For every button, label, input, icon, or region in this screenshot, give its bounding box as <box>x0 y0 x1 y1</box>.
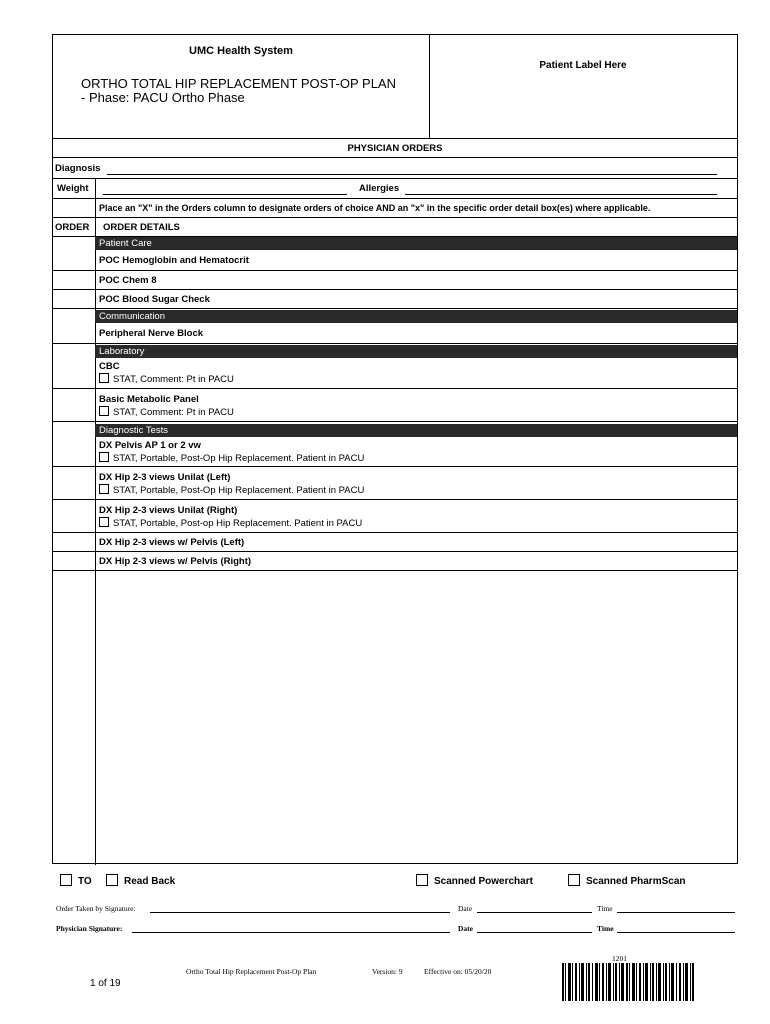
order-cbc[interactable]: CBC <box>99 361 120 372</box>
checkbox[interactable] <box>99 517 109 527</box>
page-number: 1 of 19 <box>90 978 121 989</box>
plan-title: ORTHO TOTAL HIP REPLACEMENT POST-OP PLAN <box>81 76 396 91</box>
physician-date-line[interactable] <box>477 932 592 933</box>
section-diagnostic-tests: Diagnostic Tests <box>95 424 737 437</box>
section-communication: Communication <box>95 310 737 323</box>
order-peripheral-nerve-block[interactable]: Peripheral Nerve Block <box>99 328 204 339</box>
physician-signature-line[interactable] <box>132 932 450 933</box>
physician-orders-heading: PHYSICIAN ORDERS <box>347 143 443 154</box>
section-laboratory: Laboratory <box>95 345 737 358</box>
cbc-detail: STAT, Comment: Pt in PACU <box>113 374 234 385</box>
scanned-powerchart-label: Scanned Powerchart <box>434 876 533 887</box>
order-taken-date-label: Date <box>458 904 473 913</box>
physician-time-label: Time <box>597 924 614 933</box>
dx-hip-right-detail: STAT, Portable, Post-op Hip Replacement. Patient in PACU <box>113 518 363 529</box>
checkbox[interactable] <box>99 484 109 494</box>
order-poc-hemoglobin[interactable]: POC Hemoglobin and Hematocrit <box>99 255 249 266</box>
order-dx-hip-pelvis-left[interactable]: DX Hip 2-3 views w/ Pelvis (Left) <box>99 537 245 548</box>
dx-hip-left-detail: STAT, Portable, Post-Op Hip Replacement. Patient in PACU <box>113 485 365 496</box>
order-details-column-header: ORDER DETAILS <box>103 222 180 233</box>
diagnosis-field[interactable] <box>107 174 717 175</box>
order-taken-label: Order Taken by Signature: <box>56 904 136 913</box>
checkbox[interactable] <box>416 874 428 886</box>
order-dx-pelvis[interactable]: DX Pelvis AP 1 or 2 vw <box>99 440 201 451</box>
org-name: UMC Health System <box>189 45 293 57</box>
physician-time-line[interactable] <box>617 932 735 933</box>
document-version: Version: 9 <box>372 967 403 976</box>
allergies-label: Allergies <box>359 183 400 194</box>
scanned-pharmscan-option[interactable] <box>568 874 685 887</box>
header-divider <box>429 35 430 138</box>
order-form <box>52 34 738 864</box>
weight-field[interactable] <box>103 194 347 195</box>
checkbox[interactable] <box>60 874 72 886</box>
order-column-header: ORDER <box>55 222 90 233</box>
checkbox[interactable] <box>106 874 118 886</box>
read-back-label: Read Back <box>124 876 176 887</box>
physician-signature-label: Physician Signature: <box>56 924 123 933</box>
barcode-number: 1201 <box>612 954 627 963</box>
diagnosis-label: Diagnosis <box>55 163 101 174</box>
checkbox[interactable] <box>99 406 109 416</box>
weight-label: Weight <box>57 183 89 194</box>
order-taken-time-label: Time <box>597 904 613 913</box>
to-option[interactable] <box>60 874 92 887</box>
scanned-pharmscan-label: Scanned PharmScan <box>586 876 686 887</box>
to-label: TO <box>78 876 92 887</box>
patient-label: Patient Label Here <box>539 60 627 71</box>
checkbox[interactable] <box>99 373 109 383</box>
section-patient-care: Patient Care <box>95 237 737 250</box>
plan-phase: - Phase: PACU Ortho Phase <box>81 90 245 105</box>
allergies-field[interactable] <box>405 194 717 195</box>
order-taken-date-line[interactable] <box>477 912 592 913</box>
order-dx-hip-right[interactable]: DX Hip 2-3 views Unilat (Right) <box>99 505 238 516</box>
checkbox[interactable] <box>568 874 580 886</box>
scanned-powerchart-option[interactable] <box>416 874 533 887</box>
physician-date-label: Date <box>458 924 473 933</box>
order-poc-blood-sugar[interactable]: POC Blood Sugar Check <box>99 294 210 305</box>
order-taken-time-line[interactable] <box>617 912 735 913</box>
order-basic-metabolic-panel[interactable]: Basic Metabolic Panel <box>99 394 199 405</box>
order-dx-hip-pelvis-right[interactable]: DX Hip 2-3 views w/ Pelvis (Right) <box>99 556 252 567</box>
order-dx-hip-left[interactable]: DX Hip 2-3 views Unilat (Left) <box>99 472 231 483</box>
effective-date: Effective on: 05/20/20 <box>424 967 492 976</box>
read-back-option[interactable] <box>106 874 175 887</box>
order-poc-chem8[interactable]: POC Chem 8 <box>99 275 157 286</box>
order-taken-signature-line[interactable] <box>150 912 450 913</box>
checkbox[interactable] <box>99 452 109 462</box>
barcode-image <box>562 963 694 1001</box>
document-name: Ortho Total Hip Replacement Post-Op Plan <box>186 967 317 976</box>
dx-pelvis-detail: STAT, Portable, Post-Op Hip Replacement. Patient in PACU <box>113 453 365 464</box>
bmp-detail: STAT, Comment: Pt in PACU <box>113 407 234 418</box>
instruction-text: Place an "X" in the Orders column to designate orders of choice AND an "x" in the specific order detail box(es) where applicable. <box>99 203 651 213</box>
